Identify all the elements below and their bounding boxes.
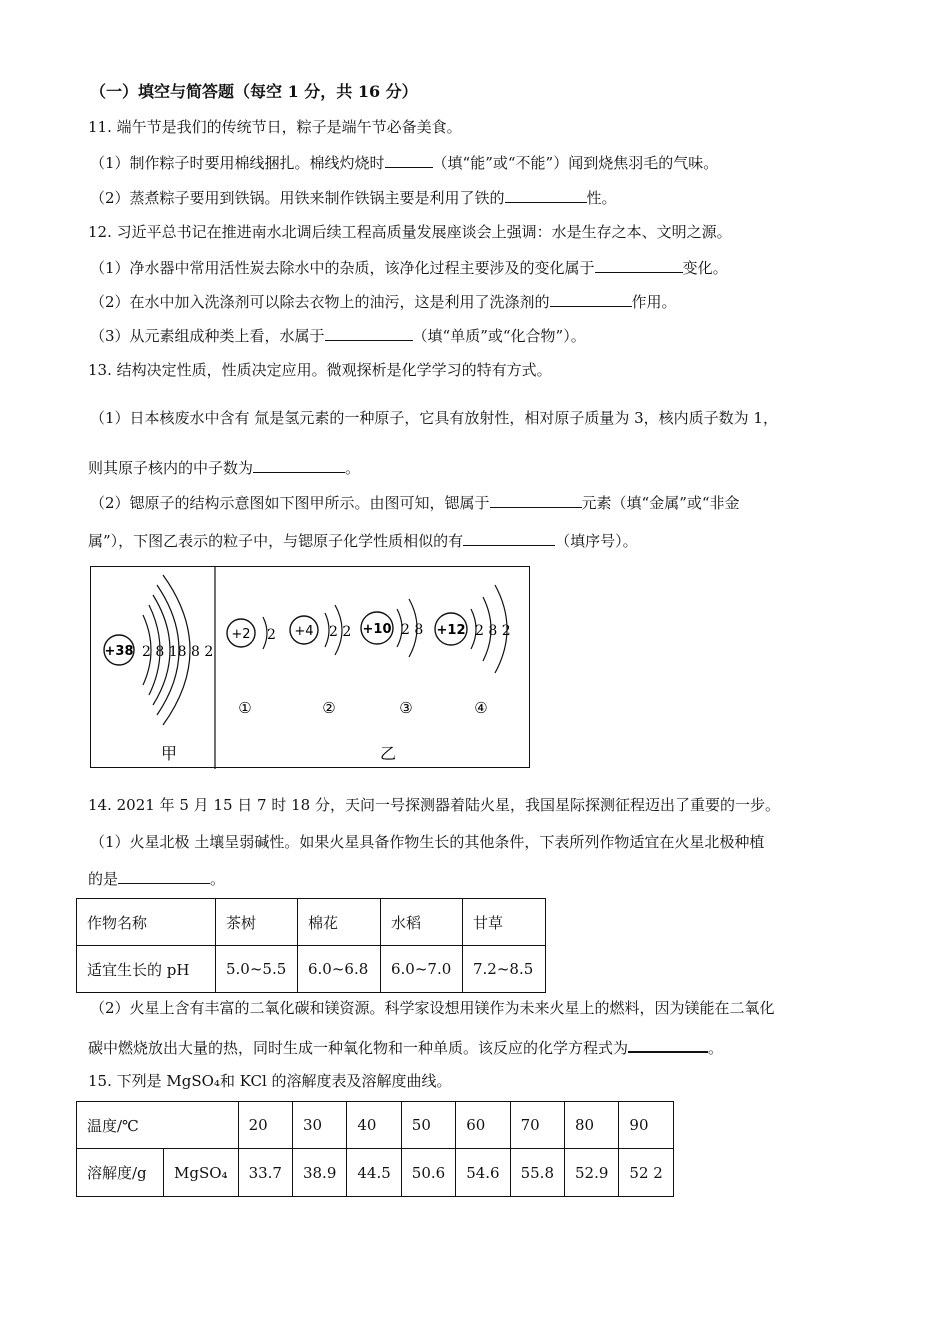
q11-p2-text-a: （2）蒸煮粽子要用到铁锅。用铁来制作铁锅主要是利用了铁的 <box>90 189 505 207</box>
question-13-part-2 <box>90 492 740 513</box>
q12-p2-text-a: （2）在水中加入洗涤剂可以除去衣物上的油污，这是利用了洗涤剂的 <box>90 293 550 311</box>
table-cell: 适宜生长的 pH <box>77 946 216 993</box>
q12-p1-text-b: 变化。 <box>682 259 728 277</box>
q14-p1-text-c: 。 <box>210 870 226 888</box>
table-cell: 作物名称 <box>77 899 216 946</box>
table-cell: 水稻 <box>381 899 463 946</box>
particle-1-electrons: 2 <box>267 627 276 643</box>
q13-p1-text-b: 则其原子核内的中子数为 <box>88 459 254 477</box>
table-cell: MgSO₄ <box>164 1149 239 1197</box>
table-row <box>77 946 546 993</box>
particle-4 <box>435 585 511 717</box>
crop-ph-table <box>76 898 546 993</box>
particle-3-index: ③ <box>399 699 413 717</box>
value-cell: 50.6 <box>401 1149 455 1197</box>
temp-cell: 60 <box>456 1102 510 1149</box>
temp-cell: 30 <box>292 1102 346 1149</box>
atom-structure-svg <box>91 567 531 769</box>
q11-p1-text-b: （填“能”或“不能”）闻到烧焦羽毛的气味。 <box>432 154 719 172</box>
question-11-part-2 <box>90 187 617 208</box>
table-cell: 6.0~7.0 <box>381 946 463 993</box>
table-cell: 溶解度/g <box>77 1149 164 1197</box>
question-12-part-3 <box>90 325 586 346</box>
table-row <box>77 1149 674 1197</box>
temp-cell: 50 <box>401 1102 455 1149</box>
temp-cell: 90 <box>619 1102 673 1149</box>
particle-3-nucleus: +10 <box>362 622 392 637</box>
answer-blank[interactable] <box>385 152 433 168</box>
value-cell: 52 2 <box>619 1149 673 1197</box>
sr-nucleus: +38 <box>104 644 134 659</box>
particle-2-index: ② <box>322 699 336 717</box>
q14-p2-text-b: 碳中燃烧放出大量的热，同时生成一种氧化物和一种单质。该反应的化学方程式为 <box>88 1039 629 1057</box>
particle-4-electrons: 2 8 2 <box>475 623 511 639</box>
particle-1 <box>227 617 276 717</box>
question-14-part-2-cont <box>88 1036 723 1058</box>
particle-4-index: ④ <box>474 699 488 717</box>
question-13-stem: 13. 结构决定性质，性质决定应用。微观探析是化学学习的特有方式。 <box>88 361 552 379</box>
value-cell: 54.6 <box>456 1149 510 1197</box>
particle-2 <box>290 605 351 717</box>
table-cell: 茶树 <box>216 899 298 946</box>
table-cell: 6.0~6.8 <box>298 946 381 993</box>
sr-electrons: 2 8 18 8 2 <box>142 644 214 660</box>
question-12-part-2 <box>90 291 677 312</box>
answer-blank[interactable] <box>490 492 582 508</box>
question-14-part-2: （2）火星上含有丰富的二氧化碳和镁资源。科学家设想用镁作为未来火星上的燃料，因为镁能在二氧化 <box>90 999 775 1017</box>
temp-cell: 70 <box>510 1102 564 1149</box>
question-12-stem: 12. 习近平总书记在推进南水北调后续工程高质量发展座谈会上强调：水是生存之本、文明之源。 <box>88 223 732 241</box>
question-12-part-1 <box>90 257 728 278</box>
table-row <box>77 899 546 946</box>
particle-1-nucleus: +2 <box>231 627 251 642</box>
answer-blank[interactable] <box>253 457 345 473</box>
particle-2-nucleus: +4 <box>294 624 314 639</box>
table-cell: 7.2~8.5 <box>463 946 546 993</box>
answer-blank[interactable] <box>325 325 413 341</box>
answer-blank[interactable] <box>595 257 683 273</box>
value-cell: 55.8 <box>510 1149 564 1197</box>
q12-p3-text-b: （填“单质”或“化合物”）。 <box>412 327 586 345</box>
solubility-table <box>76 1101 674 1197</box>
temp-cell: 40 <box>347 1102 401 1149</box>
table-row <box>77 1102 674 1149</box>
particle-1-index: ① <box>238 699 252 717</box>
q12-p3-text-a: （3）从元素组成种类上看，水属于 <box>90 327 325 345</box>
q11-p1-text-a: （1）制作粽子时要用棉线捆扎。棉线灼烧时 <box>90 154 385 172</box>
q13-p2-text-a: （2）锶原子的结构示意图如下图甲所示。由图可知，锶属于 <box>90 494 490 512</box>
q13-p2-text-d: （填序号）。 <box>555 532 638 550</box>
particle-3-electrons: 2 8 <box>401 622 424 638</box>
table-cell: 温度/℃ <box>77 1102 239 1149</box>
q14-p1-text-b: 的是 <box>88 870 119 888</box>
section-title: （一）填空与简答题（每空 1 分，共 16 分） <box>90 82 418 101</box>
value-cell: 44.5 <box>347 1149 401 1197</box>
table-cell: 棉花 <box>298 899 381 946</box>
question-15-stem: 15. 下列是 MgSO₄和 KCl 的溶解度表及溶解度曲线。 <box>88 1072 452 1090</box>
jia-label: 甲 <box>160 744 178 763</box>
value-cell: 52.9 <box>565 1149 619 1197</box>
value-cell: 38.9 <box>292 1149 346 1197</box>
yi-label: 乙 <box>379 744 397 763</box>
strontium-atom <box>104 575 213 725</box>
question-11-part-1 <box>90 152 718 173</box>
answer-blank[interactable] <box>505 187 587 203</box>
question-11-stem: 11. 端午节是我们的传统节日，粽子是端午节必备美食。 <box>88 118 462 136</box>
question-14-part-1-cont <box>88 868 225 889</box>
q13-p1-text-c: 。 <box>345 459 361 477</box>
table-cell: 甘草 <box>463 899 546 946</box>
q12-p2-text-b: 作用。 <box>631 293 677 311</box>
question-13-part-1-cont <box>88 457 360 478</box>
answer-blank[interactable] <box>463 530 555 546</box>
temp-cell: 20 <box>238 1102 292 1149</box>
question-13-part-2-cont <box>88 530 638 551</box>
question-13-part-1: （1）日本核废水中含有 氚是氢元素的一种原子，它具有放射性，相对原子质量为 3，核内质子数为 1， <box>90 409 778 427</box>
answer-blank[interactable] <box>628 1036 708 1053</box>
particle-4-nucleus: +12 <box>436 623 466 638</box>
answer-blank[interactable] <box>118 868 210 884</box>
question-14-part-1: （1）火星北极 土壤呈弱碱性。如果火星具备作物生长的其他条件，下表所列作物适宜在火星北极种植 <box>90 833 765 851</box>
table-cell: 5.0~5.5 <box>216 946 298 993</box>
q12-p1-text-a: （1）净水器中常用活性炭去除水中的杂质，该净化过程主要涉及的变化属于 <box>90 259 595 277</box>
q14-p2-text-c: 。 <box>708 1039 724 1057</box>
particle-2-electrons: 2 2 <box>329 624 352 640</box>
q13-p2-text-b: 元素（填“金属”或“非金 <box>581 494 740 512</box>
q13-p2-text-c: 属”），下图乙表示的粒子中，与锶原子化学性质相似的有 <box>88 532 464 550</box>
value-cell: 33.7 <box>238 1149 292 1197</box>
atom-structure-diagram <box>90 566 530 768</box>
question-14-stem: 14. 2021 年 5 月 15 日 7 时 18 分，天问一号探测器着陆火星，我国星际探测征程迈出了重要的一步。 <box>88 796 780 814</box>
answer-blank[interactable] <box>550 291 632 307</box>
q11-p2-text-b: 性。 <box>586 189 617 207</box>
temp-cell: 80 <box>565 1102 619 1149</box>
particle-3 <box>361 599 423 717</box>
